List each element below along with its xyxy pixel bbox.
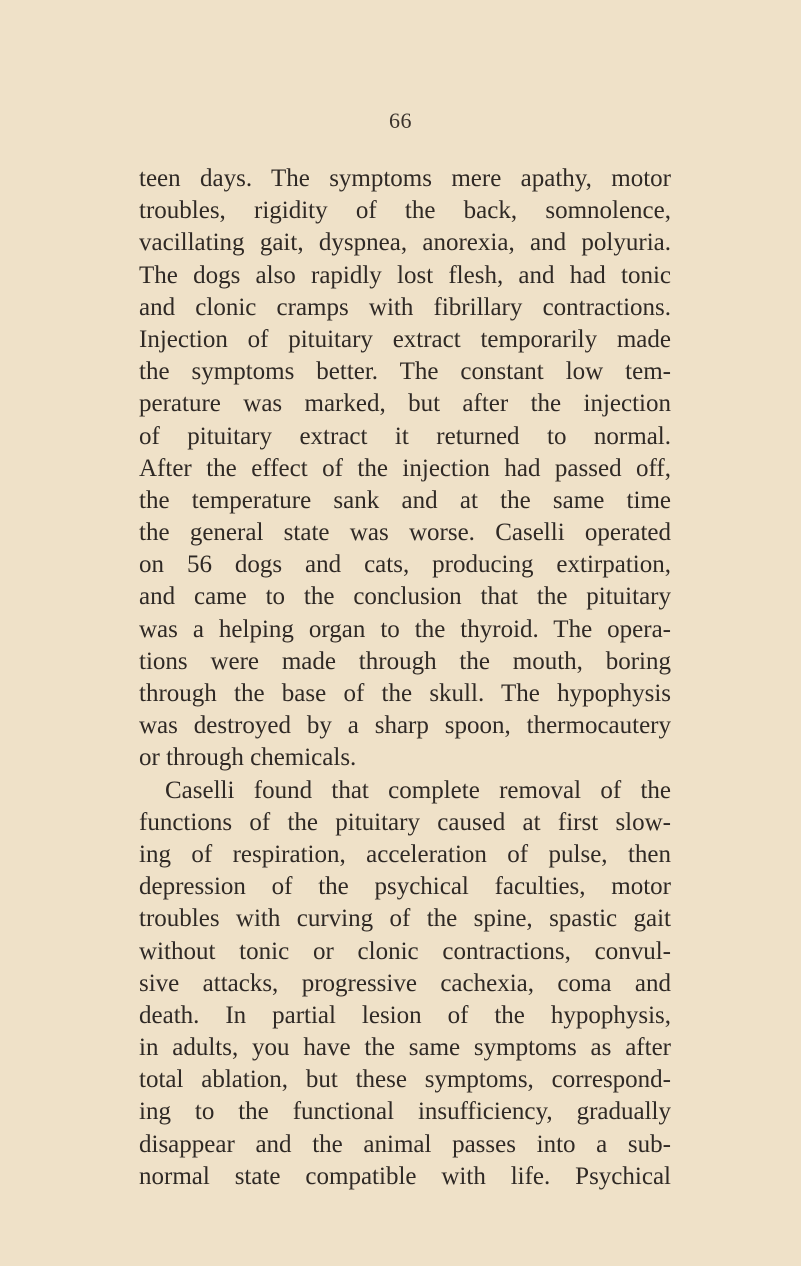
- text-line: ing to the functional insufficiency, gradually: [139, 1098, 671, 1126]
- text-line: Caselli found that complete removal of the: [165, 776, 671, 804]
- text-line: and clonic cramps with fibrillary contractions.: [139, 293, 671, 321]
- text-line: and came to the conclusion that the pituitary: [139, 583, 671, 611]
- text-line: After the effect of the injection had passed off,: [139, 454, 671, 482]
- text-line: vacillating gait, dyspnea, anorexia, and polyuria.: [139, 229, 671, 257]
- body-text: [139, 163, 671, 1193]
- text-line: without tonic or clonic contractions, convul-: [139, 937, 671, 965]
- text-line: the temperature sank and at the same time: [139, 486, 671, 514]
- text-line: ing of respiration, acceleration of pulse, then: [139, 840, 671, 868]
- text-line: Injection of pituitary extract temporarily made: [139, 325, 671, 353]
- text-line: on 56 dogs and cats, producing extirpation,: [139, 551, 671, 579]
- text-line: functions of the pituitary caused at first slow-: [139, 808, 671, 836]
- text-line: was a helping organ to the thyroid. The opera-: [139, 615, 671, 643]
- text-line: was destroyed by a sharp spoon, thermocautery: [139, 712, 671, 740]
- text-line: perature was marked, but after the injection: [139, 390, 671, 418]
- text-line: troubles, rigidity of the back, somnolence,: [139, 197, 671, 225]
- text-line: through the base of the skull. The hypophysis: [139, 680, 671, 707]
- text-line: teen days. The symptoms mere apathy, motor: [139, 165, 671, 192]
- text-line: the symptoms better. The constant low tem-: [139, 358, 671, 386]
- text-line: normal state compatible with life. Psychical: [139, 1162, 671, 1190]
- text-line: total ablation, but these symptoms, correspond-: [139, 1066, 671, 1094]
- text-line: The dogs also rapidly lost flesh, and had tonic: [139, 261, 671, 289]
- text-line: depression of the psychical faculties, motor: [139, 873, 671, 901]
- page-number: 66: [389, 108, 412, 133]
- text-line: of pituitary extract it returned to normal.: [139, 422, 671, 450]
- text-line: in adults, you have the same symptoms as after: [139, 1034, 671, 1062]
- text-line: sive attacks, progressive cachexia, coma and: [139, 969, 671, 997]
- text-line: troubles with curving of the spine, spastic gait: [139, 905, 671, 933]
- text-line: the general state was worse. Caselli operated: [139, 519, 671, 547]
- text-line: disappear and the animal passes into a sub-: [139, 1130, 671, 1158]
- text-line: death. In partial lesion of the hypophysis,: [139, 1001, 671, 1029]
- text-line: or through chemicals.: [139, 744, 357, 772]
- text-line: tions were made through the mouth, boring: [139, 647, 671, 675]
